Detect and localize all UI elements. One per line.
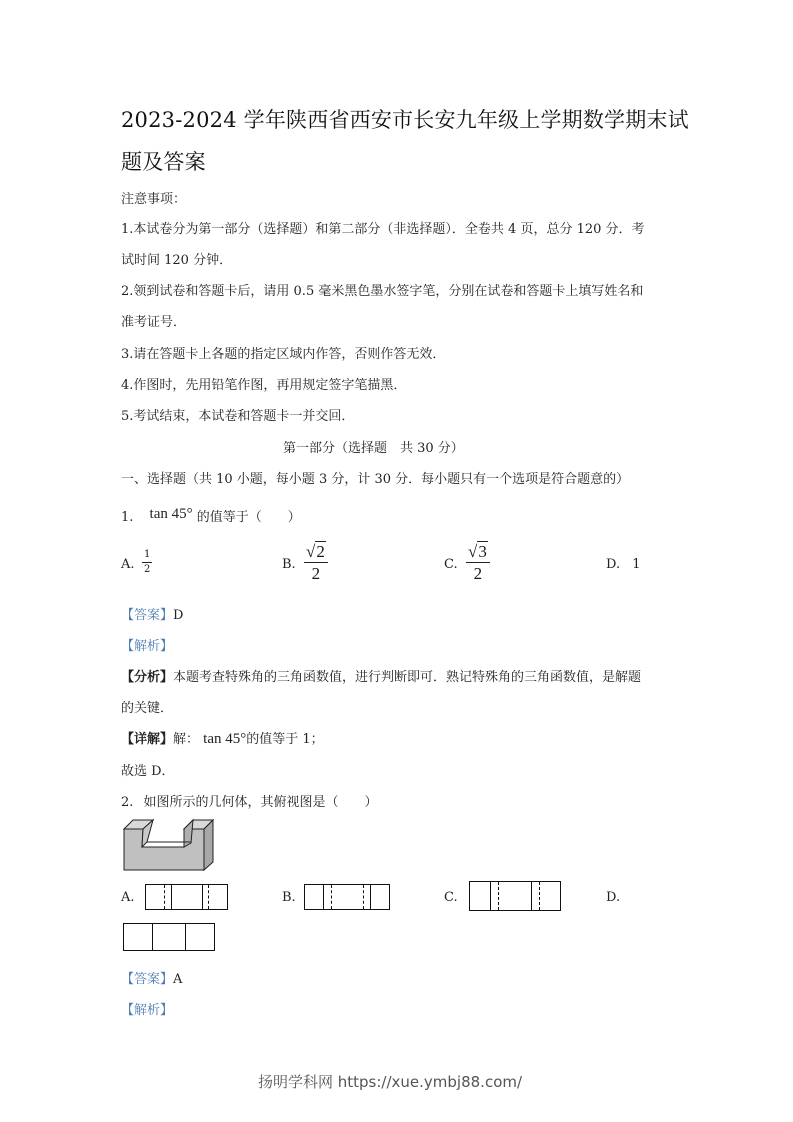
option-b-fraction bbox=[304, 543, 328, 582]
part-heading: 第一部分（选择题 共 30 分） bbox=[283, 441, 464, 456]
visible-edge-line bbox=[185, 924, 186, 950]
hidden-edge-line bbox=[164, 885, 165, 909]
xiangjie-tag: 【详解】 bbox=[121, 732, 174, 747]
analysis-tag: 【解析】 bbox=[121, 639, 174, 654]
notice-2-line2: 准考证号． bbox=[121, 315, 187, 330]
question-stem: 的值等于（ ） bbox=[196, 510, 301, 525]
notice-2-line1: 2.领到试卷和答题卡后，请用 0.5 毫米黑色墨水签字笔，分别在试卷和答题卡上填写姓名和 bbox=[121, 284, 644, 299]
fenxi-line2: 的关键． bbox=[121, 701, 174, 716]
option-a[interactable] bbox=[121, 557, 135, 572]
hidden-edge-line bbox=[331, 885, 332, 909]
visible-edge-line bbox=[202, 885, 203, 909]
question-number: 2. bbox=[121, 795, 134, 810]
visible-edge-line bbox=[531, 882, 532, 910]
sqrt-icon: √ bbox=[468, 542, 478, 561]
q2-option-b-label[interactable]: B. bbox=[282, 890, 296, 905]
conclusion: 故选 D． bbox=[121, 764, 175, 779]
q2-option-a-label[interactable]: A. bbox=[121, 890, 135, 905]
option-label: D. bbox=[606, 557, 621, 572]
hidden-edge-line bbox=[363, 885, 364, 909]
option-c[interactable] bbox=[444, 557, 458, 572]
document-title-line2: 题及答案 bbox=[121, 150, 206, 174]
fraction-denominator: 2 bbox=[144, 564, 151, 575]
fraction-denominator: 2 bbox=[473, 564, 483, 583]
radicand: 2 bbox=[316, 542, 325, 561]
notice-4: 4.作图时，先用铅笔作图，再用规定签字笔描黑． bbox=[121, 378, 407, 393]
notice-1-line1: 1.本试卷分为第一部分（选择题）和第二部分（非选择题）．全卷共 4 页，总分 120 分．考 bbox=[121, 222, 645, 237]
analysis-tag: 【解析】 bbox=[121, 1003, 174, 1018]
xiangjie-prefix: 解： bbox=[173, 732, 200, 747]
radicand: 3 bbox=[478, 542, 487, 561]
q2-option-a-view[interactable] bbox=[145, 884, 228, 910]
notice-heading: 注意事项： bbox=[121, 192, 187, 207]
option-value: 1 bbox=[632, 557, 641, 572]
xiangjie-line bbox=[121, 728, 324, 748]
xiangjie-suffix: 的值等于 1； bbox=[246, 732, 324, 747]
answer-tag: 【答案】 bbox=[121, 608, 174, 623]
hidden-edge-line bbox=[539, 882, 540, 910]
fenxi-text: 本题考查特殊角的三角函数值，进行判断即可．熟记特殊角的三角函数值，是解题 bbox=[173, 670, 642, 685]
answer-value: A bbox=[173, 972, 183, 987]
visible-edge-line bbox=[323, 885, 324, 909]
answer-line-1 bbox=[121, 604, 183, 623]
option-d[interactable] bbox=[606, 557, 641, 572]
fraction-denominator: 2 bbox=[311, 564, 321, 583]
answer-value: D bbox=[173, 608, 184, 623]
notice-5: 5.考试结束，本试卷和答题卡一并交回． bbox=[121, 409, 355, 424]
sqrt-icon: √ bbox=[306, 542, 316, 561]
notice-3: 3.请在答题卡上各题的指定区域内作答，否则作答无效． bbox=[121, 347, 446, 362]
question-1 bbox=[121, 506, 301, 526]
question-number: 1. bbox=[121, 510, 134, 525]
visible-edge-line bbox=[152, 924, 153, 950]
q2-option-d-view[interactable] bbox=[123, 923, 215, 951]
fenxi-line1 bbox=[121, 666, 641, 685]
xiangjie-math: tan 45° bbox=[203, 731, 247, 747]
visible-edge-line bbox=[171, 885, 172, 909]
q2-option-c-view[interactable] bbox=[469, 881, 561, 911]
option-b[interactable] bbox=[282, 557, 296, 572]
q2-option-d-label[interactable]: D. bbox=[606, 890, 621, 905]
geometric-solid-figure bbox=[121, 817, 216, 872]
option-a-fraction bbox=[142, 550, 152, 575]
hidden-edge-line bbox=[208, 885, 209, 909]
answer-tag: 【答案】 bbox=[121, 972, 174, 987]
question-stem: 如图所示的几何体，其俯视图是（ ） bbox=[143, 795, 378, 810]
option-label: A. bbox=[121, 557, 135, 572]
notice-1-line2: 试时间 120 分钟． bbox=[121, 253, 233, 268]
option-label: B. bbox=[282, 557, 296, 572]
option-label: C. bbox=[444, 557, 458, 572]
section-heading: 一、选择题（共 10 小题，每小题 3 分，计 30 分．每小题只有一个选项是符合题意的） bbox=[121, 472, 630, 487]
question-math: tan 45° bbox=[149, 506, 193, 522]
question-2 bbox=[121, 791, 378, 810]
footer-watermark: 扬明学科网 https://xue.ymbj88.com/ bbox=[258, 1073, 523, 1091]
fenxi-tag: 【分析】 bbox=[121, 670, 174, 685]
answer-line-2 bbox=[121, 968, 182, 987]
visible-edge-line bbox=[370, 885, 371, 909]
hidden-edge-line bbox=[498, 882, 499, 910]
visible-edge-line bbox=[490, 882, 491, 910]
q2-option-c-label[interactable]: C. bbox=[444, 890, 458, 905]
option-c-fraction bbox=[466, 543, 490, 582]
fraction-numerator: 1 bbox=[142, 550, 152, 563]
q2-option-b-view[interactable] bbox=[304, 884, 390, 910]
document-title-line1: 2023-2024 学年陕西省西安市长安九年级上学期数学期末试 bbox=[121, 108, 689, 132]
